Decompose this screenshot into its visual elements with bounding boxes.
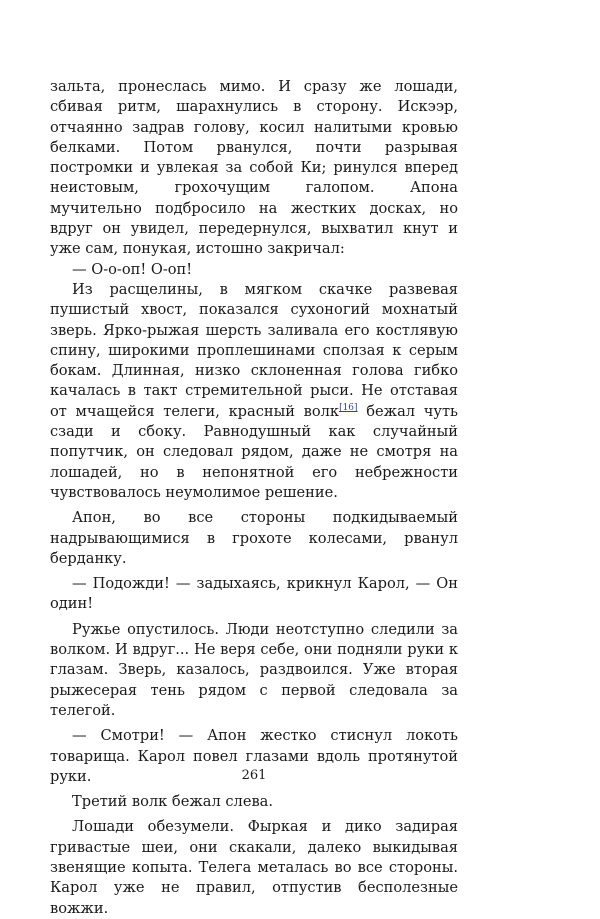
paragraph-text: бежал чуть сзади и сбоку. Равнодушный как случайный попутчик, он следовал рядом, даже не смотря на лошадей, но в непонятной его небрежности чувствовалось неумолимое решение. (50, 402, 458, 501)
paragraph: Лошади обезумели. Фыркая и дико задирая гривастые шеи, они скакали, далеко выкидывая звенящие копыта. Телега металась во все стороны. Карол уже не правил, отпустив бесполезные вожжи. (50, 818, 458, 917)
paragraph: Апон, во все стороны подкидываемый надрывающимися в грохоте колесами, рванул берданку. (50, 509, 458, 567)
paragraph: — О-о-оп! О-оп! (72, 260, 193, 278)
paragraph: зальта, пронеслась мимо. И сразу же лошади, сбивая ритм, шарахнулись в сторону. Искээр, отчаянно задрав голову, косил налитыми кровью белками. Потом рванулся, почти разрывая постромки и увлекая за собой Ки; ринулся вперед неистовым, грохочущим галопом. Апона мучительно подбросило на жестких досках, но вдруг он увидел, передернулся, выхватил кнут и уже сам, понукая, истошно закричал: (50, 78, 458, 258)
paragraph: — Подожди! — задыхаясь, крикнул Карол, — Он один! (50, 575, 458, 613)
paragraph: Ружье опустилось. Люди неотступно следили за волком. И вдруг... Не веря себе, они подняли руки к глазам. Зверь, казалось, раздвоился. Уже вторая рыжесерая тень рядом с первой следовала за телегой. (50, 620, 458, 719)
body-text (50, 77, 458, 919)
paragraph: Третий волк бежал слева. (72, 793, 274, 811)
paragraph (50, 280, 458, 503)
page-number: 261 (241, 768, 267, 783)
footnote-link[interactable]: [16] (339, 402, 358, 413)
paragraph-text: Из расщелины, в мягком скачке развевая пушистый хвост, показался сухоногий мохнатый зверь. Ярко-рыжая шерсть заливала его костлявую спину, широкими проплешинами сползая к серым бокам. Длинная, низко склоненная голова гибко качалась в такт стремительной рыси. Не отставая от мчащейся телеги, красный волк (50, 280, 458, 420)
paragraph: — Смотри! — Апон жестко стиснул локоть товарища. Карол повел глазами вдоль протянутой руки. (50, 727, 458, 785)
